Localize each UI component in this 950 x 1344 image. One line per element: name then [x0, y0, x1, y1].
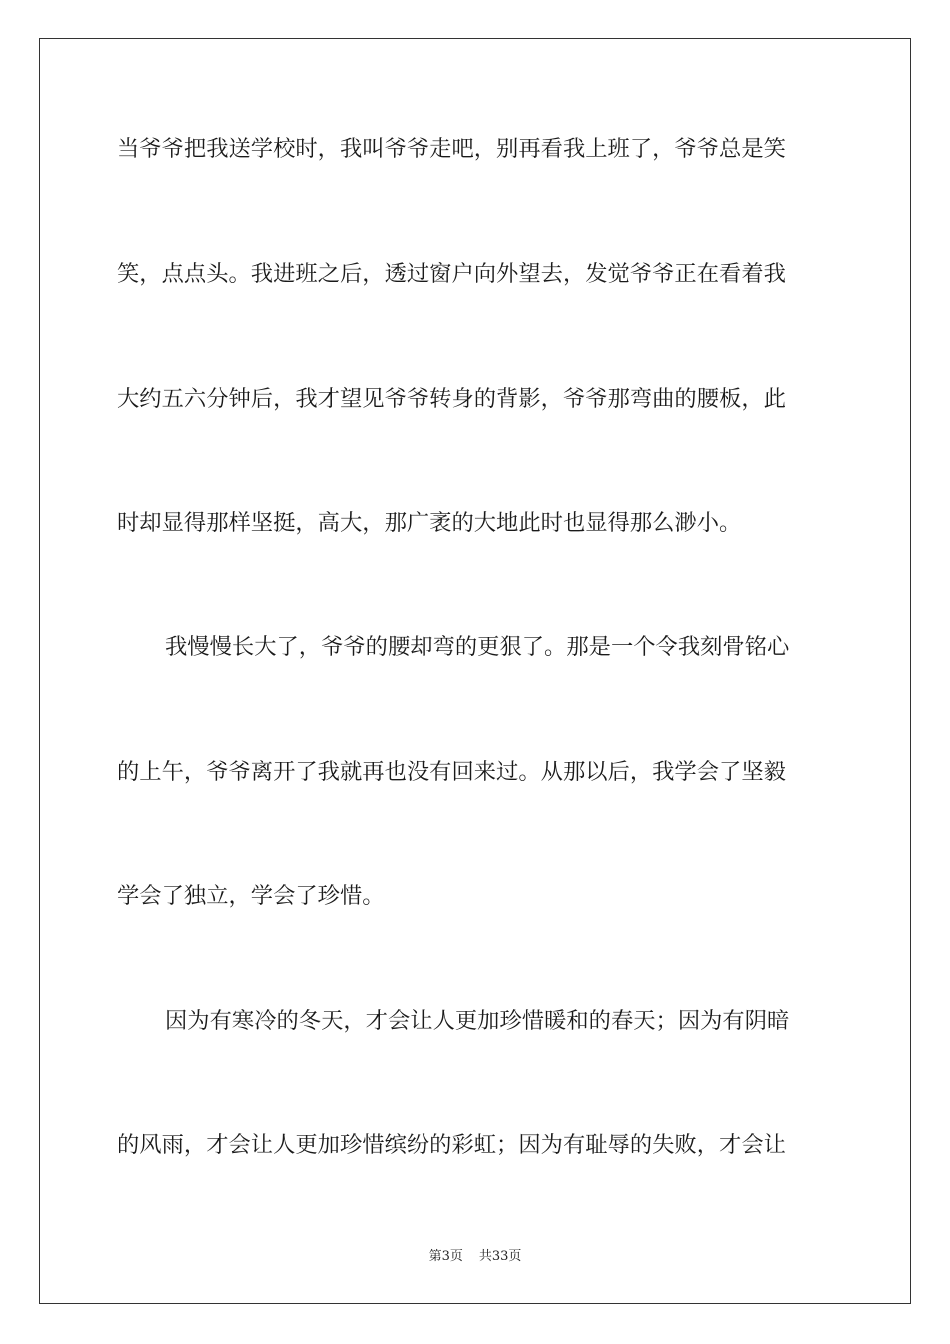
body-text-line: 的风雨，才会让人更加珍惜缤纷的彩虹；因为有耻辱的失败，才会让 — [117, 1132, 786, 1158]
body-text-line: 大约五六分钟后，我才望见爷爷转身的背影，爷爷那弯曲的腰板，此 — [117, 386, 786, 412]
body-text-line: 因为有寒冷的冬天，才会让人更加珍惜暖和的春天；因为有阴暗 — [165, 1008, 790, 1034]
body-text-line: 我慢慢长大了，爷爷的腰却弯的更狠了。那是一个令我刻骨铭心 — [165, 634, 790, 660]
body-text-line: 当爷爷把我送学校时，我叫爷爷走吧，别再看我上班了，爷爷总是笑 — [117, 136, 786, 162]
body-text-line: 学会了独立，学会了珍惜。 — [117, 883, 385, 909]
body-text-line: 笑，点点头。我进班之后，透过窗户向外望去，发觉爷爷正在看着我 — [117, 261, 786, 287]
page-footer — [0, 1248, 950, 1266]
page-border — [39, 38, 911, 1304]
page-number: 第3页 — [428, 1249, 463, 1264]
page-total: 共33页 — [478, 1249, 522, 1264]
body-text-line: 时却显得那样坚挺，高大，那广袤的大地此时也显得那么渺小。 — [117, 510, 742, 536]
body-text-line: 的上午，爷爷离开了我就再也没有回来过。从那以后，我学会了坚毅 — [117, 759, 786, 785]
